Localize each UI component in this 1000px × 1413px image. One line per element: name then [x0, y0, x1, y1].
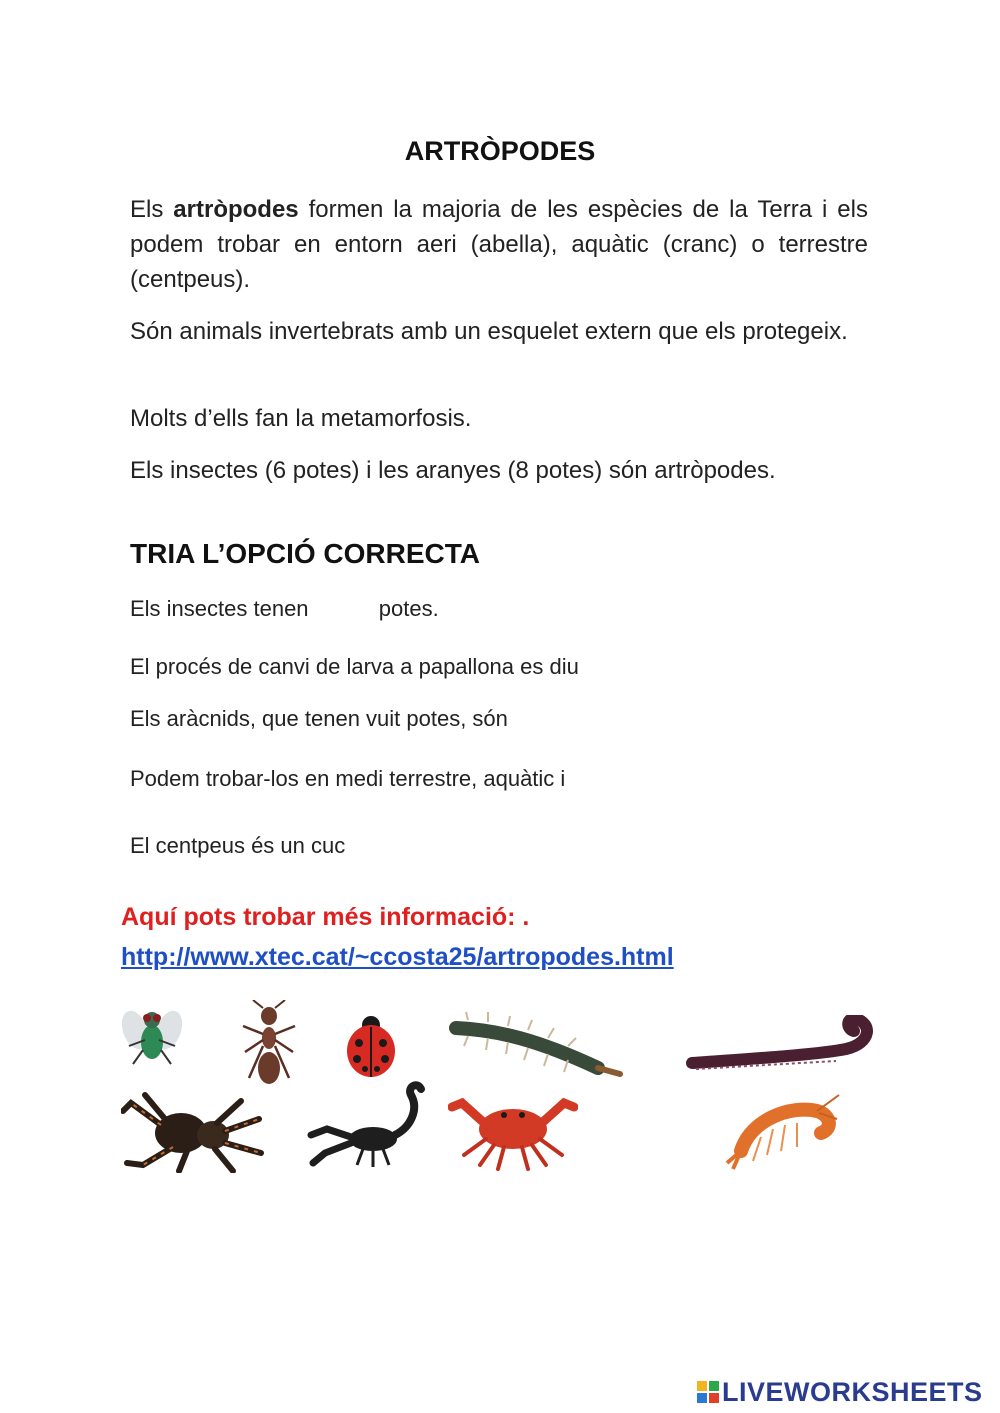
intro-paragraph-4: Els insectes (6 potes) i les aranyes (8 potes) són artròpodes.	[130, 457, 776, 484]
arthropod-images	[121, 995, 873, 1175]
question-1-end: potes.	[378, 596, 439, 621]
page-title: ARTRÒPODES	[404, 136, 596, 166]
millipede-icon	[686, 1015, 876, 1079]
scorpion-icon	[307, 1079, 437, 1171]
intro-paragraph-2: Són animals invertebrats amb un esquelet extern que els protegeix.	[130, 318, 848, 345]
exercise-heading: TRIA L’OPCIÓ CORRECTA	[130, 538, 480, 569]
intro-text-end: formen la majoria de les espècies de la Terra i els podem trobar en entorn aeri (abella), aquàtic (cranc) o terrestre (centpeus).	[130, 196, 868, 293]
crab-icon	[448, 1089, 578, 1171]
shrimp-icon	[721, 1089, 841, 1171]
intro-paragraph-3: Molts d’ells fan la metamorfosis.	[130, 405, 472, 432]
tarantula-icon	[121, 1091, 269, 1173]
liveworksheets-logo	[697, 1377, 983, 1407]
info-link[interactable]: http://www.xtec.cat/~ccosta25/artropodes.html	[121, 943, 674, 971]
ladybug-icon	[343, 1013, 399, 1079]
question-1-start: Els insectes tenen	[130, 596, 309, 621]
liveworksheets-logo-icon	[697, 1381, 719, 1403]
fly-icon	[121, 1000, 183, 1072]
question-2: El procés de canvi de larva a papallona es diu	[130, 654, 579, 679]
intro-keyword: artròpodes	[173, 196, 299, 223]
intro-paragraph-1	[130, 192, 868, 297]
question-5: El centpeus és un cuc	[130, 833, 346, 858]
ant-icon	[239, 1000, 299, 1092]
brand-name: LIVEWORKSHEETS	[722, 1376, 983, 1407]
question-3: Els aràcnids, que tenen vuit potes, són	[130, 706, 508, 731]
question-4: Podem trobar-los en medi terrestre, aquàtic i	[130, 766, 566, 791]
centipede-icon	[448, 1010, 628, 1082]
intro-text-start: Els	[130, 196, 174, 223]
question-1	[130, 596, 439, 622]
info-label: Aquí pots trobar més informació: .	[121, 903, 530, 931]
